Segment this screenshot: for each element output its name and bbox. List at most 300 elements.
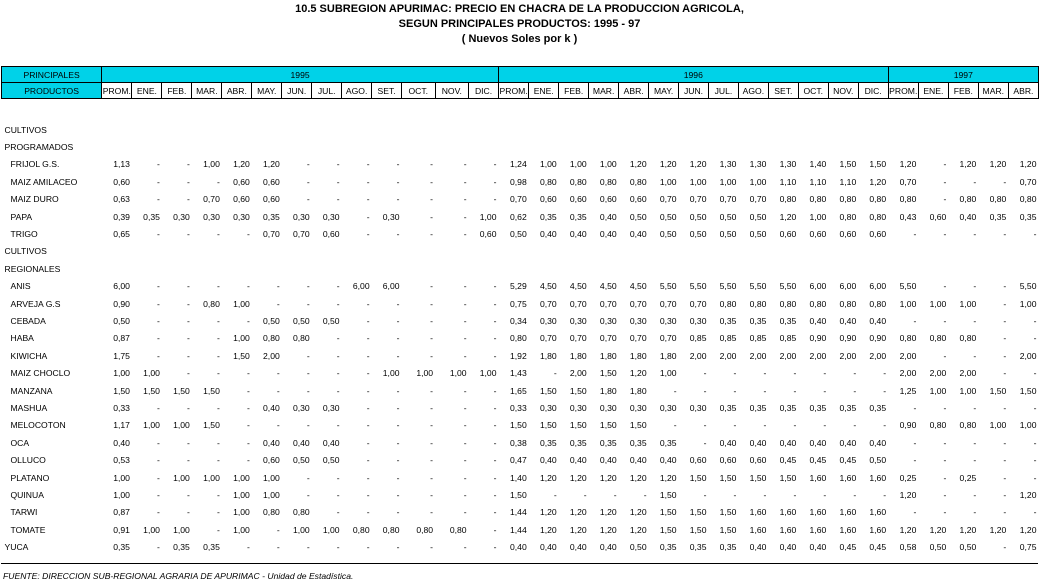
price-cell: - bbox=[430, 298, 434, 309]
price-cell: - bbox=[396, 176, 400, 187]
price-cell: 1,00 bbox=[203, 159, 220, 170]
header-month-1996: MAY. bbox=[649, 83, 679, 99]
price-cell: 0,80 bbox=[839, 211, 857, 222]
price-cell: - bbox=[493, 402, 497, 413]
price-cell: 0,35 bbox=[569, 211, 587, 222]
price-cell: - bbox=[883, 489, 887, 500]
price-cell: 1,00 bbox=[449, 368, 467, 379]
price-cell: - bbox=[1033, 507, 1037, 518]
price-cell: - bbox=[883, 385, 887, 396]
header-month-1996: PROM. bbox=[498, 83, 528, 99]
product-label: MASHUA bbox=[10, 402, 48, 413]
price-cell: 0,80 bbox=[809, 298, 827, 309]
price-cell: - bbox=[763, 385, 767, 396]
header-month-1995: OCT. bbox=[402, 83, 436, 99]
price-cell: 0,35 bbox=[113, 542, 130, 553]
price-cell: 0,40 bbox=[749, 542, 767, 553]
price-cell: 0,50 bbox=[629, 211, 647, 222]
price-cell: - bbox=[186, 159, 190, 170]
title-line-3: ( Nuevos Soles por k ) bbox=[461, 33, 578, 45]
price-cell: 0,35 bbox=[869, 402, 887, 413]
table-row bbox=[2, 399, 1039, 416]
price-cell: - bbox=[673, 385, 677, 396]
price-cell: 0,85 bbox=[719, 333, 737, 344]
price-cell: 0,30 bbox=[569, 315, 587, 326]
price-cell: 0,65 bbox=[113, 229, 130, 240]
price-cell: 0,35 bbox=[659, 437, 677, 448]
price-cell: - bbox=[583, 489, 587, 500]
price-cell: - bbox=[493, 524, 497, 535]
price-cell: 0,25 bbox=[959, 472, 977, 483]
price-cell: 1,00 bbox=[113, 489, 130, 500]
price-cell: - bbox=[430, 194, 434, 205]
price-cell: 1,20 bbox=[1019, 524, 1037, 535]
price-cell: 0,34 bbox=[510, 315, 527, 326]
price-cell: 1,20 bbox=[1019, 489, 1037, 500]
price-cell: 1,30 bbox=[719, 159, 737, 170]
price-cell: 1,92 bbox=[510, 350, 527, 361]
price-cell: - bbox=[1033, 402, 1037, 413]
price-cell: - bbox=[853, 385, 857, 396]
price-cell: - bbox=[336, 420, 340, 431]
price-cell: 0,38 bbox=[510, 437, 527, 448]
price-cell: - bbox=[1033, 455, 1037, 466]
price-cell: 1,00 bbox=[689, 176, 707, 187]
price-cell: - bbox=[823, 368, 827, 379]
price-cell: - bbox=[186, 176, 190, 187]
price-cell: 0,80 bbox=[839, 298, 857, 309]
price-cell: - bbox=[276, 298, 280, 309]
price-cell: 0,70 bbox=[599, 333, 617, 344]
price-cell: 1,20 bbox=[539, 472, 557, 483]
price-cell: 0,40 bbox=[839, 437, 857, 448]
price-cell: 1,60 bbox=[869, 524, 887, 535]
price-cell: 0,47 bbox=[510, 455, 527, 466]
price-cell: - bbox=[366, 229, 370, 240]
price-cell: 0,70 bbox=[539, 298, 557, 309]
price-cell: - bbox=[396, 472, 400, 483]
price-cell: - bbox=[763, 420, 767, 431]
price-cell: 1,20 bbox=[263, 159, 280, 170]
price-cell: - bbox=[336, 333, 340, 344]
price-cell: - bbox=[186, 315, 190, 326]
price-cell: 5,50 bbox=[719, 281, 737, 292]
price-cell: 1,00 bbox=[719, 176, 737, 187]
price-cell: 0,80 bbox=[263, 507, 280, 518]
price-cell: 2,00 bbox=[899, 350, 917, 361]
price-cell: 2,00 bbox=[719, 350, 737, 361]
table-row bbox=[2, 173, 1039, 190]
price-cell: - bbox=[246, 542, 250, 553]
price-cell: - bbox=[1033, 472, 1037, 483]
price-cell: 1,60 bbox=[809, 507, 827, 518]
price-cell: 0,40 bbox=[809, 315, 827, 326]
section-row bbox=[2, 138, 1039, 155]
price-cell: 0,80 bbox=[959, 420, 977, 431]
price-cell: 1,25 bbox=[899, 385, 917, 396]
price-cell: 2,00 bbox=[809, 350, 827, 361]
price-cell: 1,20 bbox=[629, 159, 647, 170]
price-cell: 1,50 bbox=[989, 385, 1007, 396]
price-cell: - bbox=[853, 420, 857, 431]
price-cell: - bbox=[157, 194, 160, 205]
price-cell: - bbox=[973, 455, 977, 466]
price-cell: - bbox=[883, 420, 887, 431]
price-cell: 0,80 bbox=[292, 333, 310, 344]
price-cell: - bbox=[463, 298, 467, 309]
price-cell: 0,70 bbox=[1019, 176, 1037, 187]
product-label: CEBADA bbox=[10, 315, 46, 326]
price-cell: 1,50 bbox=[689, 507, 707, 518]
price-cell: 0,40 bbox=[263, 437, 280, 448]
price-cell: 0,80 bbox=[869, 194, 887, 205]
price-cell: - bbox=[366, 194, 370, 205]
price-cell: 0,70 bbox=[659, 333, 677, 344]
price-cell: 0,30 bbox=[629, 402, 647, 413]
price-cell: - bbox=[463, 315, 467, 326]
table-row bbox=[2, 504, 1039, 521]
price-cell: - bbox=[430, 333, 434, 344]
price-cell: 1,00 bbox=[659, 368, 677, 379]
price-cell: 1,00 bbox=[233, 524, 250, 535]
price-cell: 1,60 bbox=[869, 507, 887, 518]
price-cell: 1,50 bbox=[203, 385, 220, 396]
price-cell: 1,20 bbox=[629, 472, 647, 483]
price-cell: 5,50 bbox=[779, 281, 797, 292]
price-cell: - bbox=[216, 455, 220, 466]
price-cell: 1,80 bbox=[539, 350, 557, 361]
price-cell: - bbox=[703, 489, 707, 500]
price-cell: 1,20 bbox=[689, 159, 707, 170]
price-cell: 0,50 bbox=[659, 229, 677, 240]
price-cell: 0,45 bbox=[869, 542, 887, 553]
price-cell: - bbox=[943, 350, 947, 361]
price-cell: - bbox=[186, 350, 190, 361]
header-month-1997: ENE. bbox=[918, 83, 948, 99]
price-cell: 1,00 bbox=[173, 524, 190, 535]
price-cell: - bbox=[943, 472, 947, 483]
price-cell: - bbox=[463, 472, 467, 483]
price-cell: 0,70 bbox=[659, 298, 677, 309]
price-cell: 0,80 bbox=[959, 333, 977, 344]
price-cell: 1,60 bbox=[809, 472, 827, 483]
price-cell: 1,50 bbox=[839, 159, 857, 170]
price-cell: 1,50 bbox=[539, 385, 557, 396]
price-cell: 1,20 bbox=[599, 472, 617, 483]
product-label: YUCA bbox=[4, 542, 29, 553]
price-cell: 1,00 bbox=[203, 472, 220, 483]
price-cell: 0,30 bbox=[292, 211, 310, 222]
price-cell: 0,50 bbox=[929, 542, 947, 553]
price-cell: - bbox=[366, 402, 370, 413]
price-cell: - bbox=[366, 176, 370, 187]
price-cell: - bbox=[823, 489, 827, 500]
price-cell: 0,35 bbox=[539, 211, 557, 222]
price-cell: - bbox=[793, 368, 797, 379]
price-cell: 0,91 bbox=[113, 524, 130, 535]
price-cell: - bbox=[1003, 315, 1007, 326]
price-cell: - bbox=[396, 385, 400, 396]
price-cell: - bbox=[336, 385, 340, 396]
price-cell: - bbox=[913, 437, 917, 448]
price-cell: 0,80 bbox=[779, 298, 797, 309]
price-cell: - bbox=[1003, 489, 1007, 500]
price-cell: - bbox=[913, 315, 917, 326]
price-cell: 0,60 bbox=[809, 229, 827, 240]
price-cell: 0,50 bbox=[629, 542, 647, 553]
price-cell: 1,20 bbox=[539, 507, 557, 518]
price-cell: - bbox=[430, 507, 434, 518]
price-cell: 1,00 bbox=[929, 385, 947, 396]
price-cell: - bbox=[216, 229, 220, 240]
price-cell: 1,30 bbox=[779, 159, 797, 170]
price-cell: 0,60 bbox=[599, 194, 617, 205]
price-cell: 0,60 bbox=[113, 176, 130, 187]
price-cell: - bbox=[493, 350, 497, 361]
price-cell: 0,60 bbox=[929, 211, 947, 222]
price-cell: - bbox=[943, 455, 947, 466]
price-cell: 1,44 bbox=[510, 507, 527, 518]
price-cell: 0,75 bbox=[1019, 542, 1037, 553]
price-cell: - bbox=[366, 455, 370, 466]
price-cell: 0,80 bbox=[352, 524, 370, 535]
price-cell: 0,30 bbox=[659, 315, 677, 326]
price-cell: 1,60 bbox=[839, 472, 857, 483]
price-cell: 0,50 bbox=[292, 315, 310, 326]
price-cell: - bbox=[306, 298, 310, 309]
price-cell: 1,50 bbox=[569, 385, 587, 396]
price-cell: 1,10 bbox=[809, 176, 827, 187]
table-row bbox=[2, 330, 1039, 347]
price-cell: - bbox=[493, 194, 497, 205]
price-cell: - bbox=[1033, 368, 1037, 379]
price-cell: 0,50 bbox=[113, 315, 130, 326]
price-cell: - bbox=[276, 368, 280, 379]
price-cell: - bbox=[186, 368, 190, 379]
price-cell: - bbox=[973, 176, 977, 187]
price-cell: 0,50 bbox=[689, 211, 707, 222]
price-cell: - bbox=[463, 542, 467, 553]
price-cell: 1,65 bbox=[510, 385, 527, 396]
price-cell: 1,00 bbox=[599, 159, 617, 170]
price-cell: 0,60 bbox=[322, 229, 340, 240]
price-cell: 1,60 bbox=[839, 524, 857, 535]
price-cell: - bbox=[793, 489, 797, 500]
price-cell: 1,20 bbox=[569, 472, 587, 483]
price-cell: - bbox=[216, 368, 220, 379]
price-cell: 0,80 bbox=[869, 211, 887, 222]
price-cell: 1,00 bbox=[233, 489, 250, 500]
price-cell: 0,40 bbox=[839, 315, 857, 326]
price-cell: 0,35 bbox=[629, 437, 647, 448]
price-cell: - bbox=[430, 159, 434, 170]
header-month-1995: DIC. bbox=[469, 83, 499, 99]
price-cell: 0,60 bbox=[719, 455, 737, 466]
price-cell: - bbox=[823, 385, 827, 396]
price-cell: 0,60 bbox=[539, 194, 557, 205]
price-cell: - bbox=[463, 402, 467, 413]
price-cell: 0,80 bbox=[929, 420, 947, 431]
price-cell: - bbox=[430, 455, 434, 466]
price-cell: - bbox=[366, 211, 370, 222]
price-cell: - bbox=[1033, 229, 1037, 240]
price-cell: 0,80 bbox=[899, 194, 917, 205]
price-cell: 0,40 bbox=[569, 542, 587, 553]
title-line-2: SEGUN PRINCIPALES PRODUCTOS: 1995 - 97 bbox=[398, 18, 641, 30]
price-cell: 1,00 bbox=[659, 176, 677, 187]
price-cell: 0,40 bbox=[959, 211, 977, 222]
price-cell: 0,35 bbox=[749, 315, 767, 326]
price-cell: - bbox=[396, 333, 400, 344]
price-cell: - bbox=[430, 420, 434, 431]
price-cell: 0,70 bbox=[749, 194, 767, 205]
price-cell: - bbox=[306, 385, 310, 396]
price-cell: 1,50 bbox=[539, 420, 557, 431]
table-row bbox=[2, 451, 1039, 468]
price-cell: 0,35 bbox=[779, 402, 797, 413]
price-cell: - bbox=[186, 455, 190, 466]
price-cell: 0,63 bbox=[113, 194, 130, 205]
price-cell: 0,35 bbox=[539, 437, 557, 448]
table-row bbox=[2, 469, 1039, 486]
product-label: PLATANO bbox=[10, 472, 50, 483]
price-cell: 1,20 bbox=[569, 507, 587, 518]
price-cell: - bbox=[733, 385, 737, 396]
price-cell: 0,30 bbox=[539, 402, 557, 413]
price-cell: 5,50 bbox=[899, 281, 917, 292]
price-cell: 0,70 bbox=[629, 298, 647, 309]
price-cell: - bbox=[493, 176, 497, 187]
product-label: MAIZ CHOCLO bbox=[10, 368, 71, 379]
price-cell: - bbox=[186, 194, 190, 205]
table-row bbox=[2, 538, 1039, 555]
price-cell: - bbox=[396, 542, 400, 553]
price-cell: - bbox=[216, 402, 220, 413]
price-cell: 0,80 bbox=[629, 176, 647, 187]
product-label: HABA bbox=[10, 333, 34, 344]
price-cell: 1,20 bbox=[233, 159, 250, 170]
price-cell: - bbox=[733, 368, 737, 379]
table-row bbox=[2, 347, 1039, 364]
price-cell: 1,50 bbox=[510, 489, 527, 500]
price-cell: - bbox=[493, 298, 497, 309]
price-cell: 0,60 bbox=[749, 455, 767, 466]
price-cell: 0,30 bbox=[539, 315, 557, 326]
price-cell: - bbox=[463, 437, 467, 448]
price-cell: 0,30 bbox=[689, 402, 707, 413]
price-cell: 1,20 bbox=[869, 176, 887, 187]
price-cell: - bbox=[943, 229, 947, 240]
price-cell: - bbox=[186, 281, 190, 292]
price-cell: 0,40 bbox=[869, 315, 887, 326]
price-cell: 0,35 bbox=[659, 542, 677, 553]
product-label: KIWICHA bbox=[10, 350, 48, 361]
price-cell: 0,70 bbox=[292, 229, 310, 240]
header-month-1996: FEB. bbox=[559, 83, 589, 99]
price-cell: 1,00 bbox=[569, 159, 587, 170]
product-label: MELOCOTON bbox=[10, 420, 66, 431]
price-cell: - bbox=[366, 507, 370, 518]
price-cell: 0,80 bbox=[779, 194, 797, 205]
price-cell: - bbox=[246, 281, 250, 292]
bottom-divider bbox=[1, 563, 1038, 564]
price-cell: - bbox=[793, 385, 797, 396]
price-cell: 0,40 bbox=[569, 455, 587, 466]
price-cell: - bbox=[1003, 229, 1007, 240]
price-cell: 0,40 bbox=[779, 542, 797, 553]
price-cell: 1,00 bbox=[1019, 298, 1037, 309]
price-cell: - bbox=[493, 281, 497, 292]
product-label: TRIGO bbox=[10, 229, 38, 240]
table-row bbox=[2, 486, 1039, 503]
price-cell: - bbox=[853, 489, 857, 500]
price-cell: - bbox=[276, 542, 280, 553]
price-cell: - bbox=[396, 194, 400, 205]
price-cell: - bbox=[973, 402, 977, 413]
price-cell: 0,90 bbox=[839, 333, 857, 344]
price-cell: 1,00 bbox=[173, 420, 190, 431]
price-cell: 1,20 bbox=[629, 507, 647, 518]
price-cell: - bbox=[943, 194, 947, 205]
price-cell: - bbox=[157, 315, 160, 326]
header-month-1996: JUN. bbox=[679, 83, 709, 99]
price-cell: - bbox=[463, 176, 467, 187]
price-cell: - bbox=[493, 437, 497, 448]
price-cell: 1,50 bbox=[719, 472, 737, 483]
price-cell: - bbox=[157, 455, 160, 466]
price-cell: 1,60 bbox=[809, 524, 827, 535]
price-cell: - bbox=[430, 489, 434, 500]
price-cell: 1,20 bbox=[659, 159, 677, 170]
price-cell: 0,30 bbox=[629, 315, 647, 326]
price-cell: 4,50 bbox=[599, 281, 617, 292]
price-cell: 1,80 bbox=[569, 350, 587, 361]
price-cell: 0,40 bbox=[869, 437, 887, 448]
price-cell: 1,00 bbox=[143, 524, 160, 535]
price-cell: - bbox=[430, 211, 434, 222]
price-cell: 0,30 bbox=[659, 402, 677, 413]
price-cell: 1,50 bbox=[143, 385, 160, 396]
price-cell: 0,80 bbox=[539, 176, 557, 187]
price-cell: - bbox=[430, 281, 434, 292]
price-cell: - bbox=[553, 368, 557, 379]
price-cell: - bbox=[157, 402, 160, 413]
price-cell: 1,20 bbox=[1019, 159, 1037, 170]
product-label: ARVEJA G.S bbox=[10, 298, 61, 309]
price-cell: - bbox=[396, 350, 400, 361]
price-cell: - bbox=[463, 211, 467, 222]
price-cell: 1,00 bbox=[959, 298, 977, 309]
price-cell: 0,60 bbox=[569, 194, 587, 205]
table-body bbox=[2, 99, 1039, 556]
price-cell: 1,50 bbox=[689, 524, 707, 535]
table-row bbox=[2, 434, 1039, 451]
price-cell: 0,35 bbox=[203, 542, 220, 553]
header-month-1996: DIC. bbox=[858, 83, 888, 99]
section-label: REGIONALES bbox=[4, 263, 61, 274]
price-cell: 1,50 bbox=[1019, 385, 1037, 396]
price-cell: - bbox=[216, 437, 220, 448]
price-cell: 0,35 bbox=[719, 402, 737, 413]
price-cell: 1,00 bbox=[539, 159, 557, 170]
price-cell: - bbox=[396, 455, 400, 466]
price-cell: 0,35 bbox=[1019, 211, 1037, 222]
price-cell: - bbox=[463, 229, 467, 240]
price-cell: 1,00 bbox=[263, 489, 280, 500]
price-cell: 0,90 bbox=[899, 420, 917, 431]
price-cell: - bbox=[763, 489, 767, 500]
price-cell: 0,30 bbox=[569, 402, 587, 413]
